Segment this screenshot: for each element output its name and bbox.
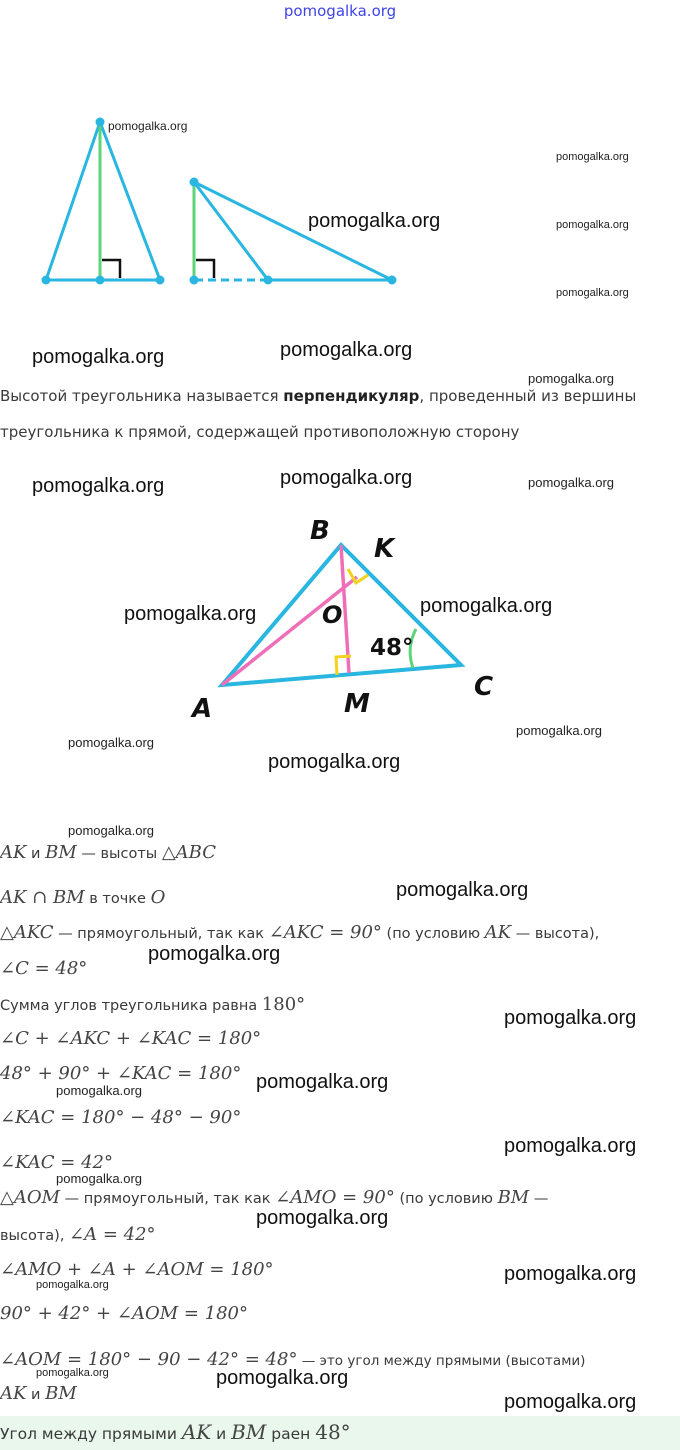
definition-line-1: Высотой треугольника называется перпендикуляр, проведенный из вершины xyxy=(0,387,637,405)
watermark: pomogalka.org xyxy=(56,1083,142,1098)
watermark: pomogalka.org xyxy=(516,723,602,738)
watermark: pomogalka.org xyxy=(68,735,154,750)
watermark: pomogalka.org xyxy=(504,1391,637,1413)
solution-line-15: AK и BM xyxy=(0,1383,77,1404)
watermark: pomogalka.org xyxy=(268,751,401,773)
solution-line-4: ∠C = 48° xyxy=(0,958,88,979)
watermark: pomogalka.org xyxy=(528,371,614,386)
watermark: pomogalka.org xyxy=(36,1279,109,1291)
solution-line-8: ∠KAC = 180° − 48° − 90° xyxy=(0,1107,242,1128)
watermark: pomogalka.org xyxy=(32,346,165,368)
watermark: pomogalka.org xyxy=(108,119,188,133)
label-b: B xyxy=(310,516,330,546)
watermark: pomogalka.org xyxy=(216,1367,349,1389)
solution-line-10: △AOM — прямоугольный, так как ∠AMO = 90° (по условию BM — xyxy=(0,1187,549,1208)
watermark: pomogalka.org xyxy=(256,1071,389,1093)
label-angle: 48° xyxy=(370,635,414,661)
watermark: pomogalka.org xyxy=(148,943,281,965)
watermark: pomogalka.org xyxy=(280,339,413,361)
watermark: pomogalka.org xyxy=(556,219,629,231)
watermark: pomogalka.org xyxy=(556,287,629,299)
solution-line-5: Сумма углов треугольника равна 180° xyxy=(0,994,306,1015)
watermark: pomogalka.org xyxy=(36,1367,109,1379)
solution-line-14: ∠AOM = 180° − 90 − 42° = 48° — это угол между прямыми (высотами) xyxy=(0,1349,586,1370)
acute-triangle xyxy=(42,118,165,285)
solution-line-12: ∠AMO + ∠A + ∠AOM = 180° xyxy=(0,1259,274,1280)
label-c: C xyxy=(474,672,494,702)
watermark: pomogalka.org xyxy=(32,475,165,497)
watermark: pomogalka.org xyxy=(256,1207,389,1229)
heights-figures xyxy=(0,100,420,300)
watermark: pomogalka.org xyxy=(396,879,529,901)
watermark-top: pomogalka.org xyxy=(283,2,397,20)
label-a: A xyxy=(192,694,213,724)
watermark: pomogalka.org xyxy=(504,1007,637,1029)
watermark: pomogalka.org xyxy=(528,475,614,490)
solution-line-1: AK и BM — высоты △ABC xyxy=(0,842,217,863)
watermark: pomogalka.org xyxy=(124,603,257,625)
watermark: pomogalka.org xyxy=(308,210,441,232)
watermark: pomogalka.org xyxy=(68,823,154,838)
right-angle-mark xyxy=(196,260,214,278)
watermark: pomogalka.org xyxy=(420,595,553,617)
watermark: pomogalka.org xyxy=(504,1135,637,1157)
solution-line-7: 48° + 90° + ∠KAC = 180° xyxy=(0,1063,242,1084)
solution-line-3: △AKC — прямоугольный, так как ∠AKC = 90° (по условию AK — высота), xyxy=(0,922,600,943)
solution-line-2: AK ∩ BM в точке O xyxy=(0,887,166,908)
solution-line-11: высота), ∠A = 42° xyxy=(0,1224,156,1245)
watermark: pomogalka.org xyxy=(504,1263,637,1285)
label-o: O xyxy=(322,601,343,629)
watermark: pomogalka.org xyxy=(556,151,629,163)
solution-line-13: 90° + 42° + ∠AOM = 180° xyxy=(0,1303,249,1324)
label-k: K xyxy=(374,534,395,564)
watermark: pomogalka.org xyxy=(56,1171,142,1186)
answer-line: Угол между прямыми AK и BM раен 48° xyxy=(0,1420,351,1444)
watermark: pomogalka.org xyxy=(280,467,413,489)
label-m: M xyxy=(344,689,370,719)
definition-line-2: треугольника к прямой, содержащей противоположную сторону xyxy=(0,423,520,441)
solution-line-6: ∠C + ∠AKC + ∠KAC = 180° xyxy=(0,1028,262,1049)
solution-line-9: ∠KAC = 42° xyxy=(0,1152,114,1173)
right-angle-mark xyxy=(102,260,120,278)
